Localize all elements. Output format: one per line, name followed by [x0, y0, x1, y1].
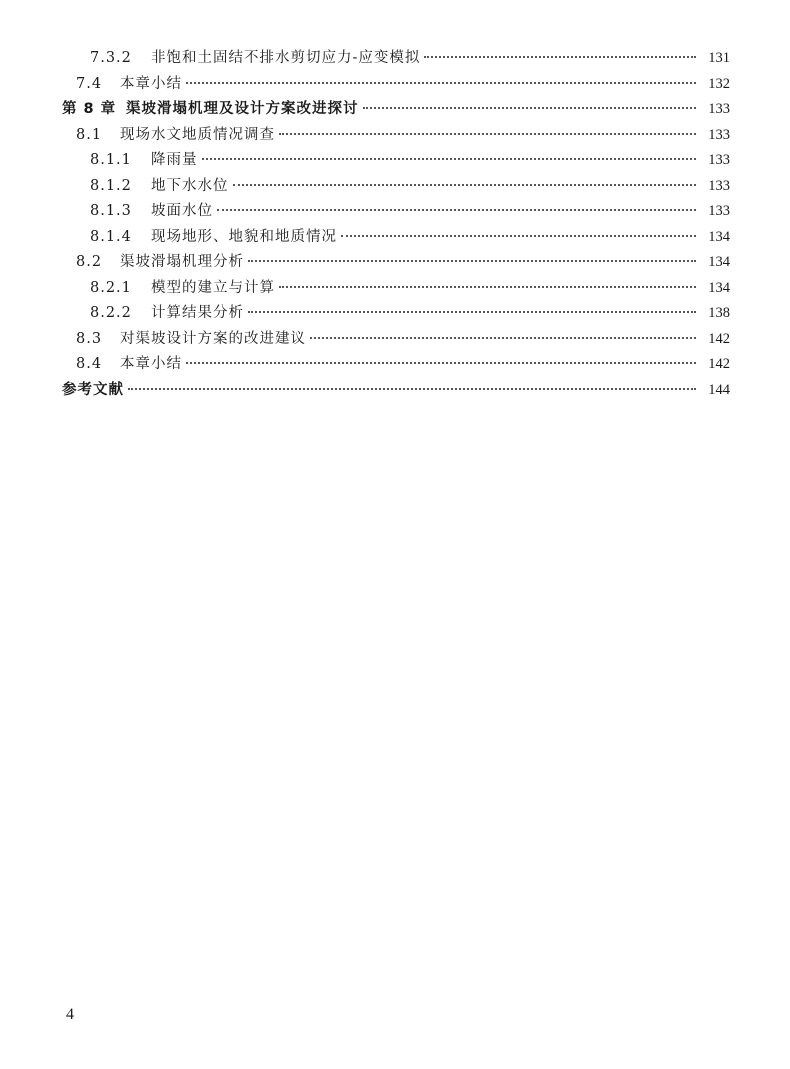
toc-entry-title: 非饱和土固结不排水剪切应力-应变模拟	[151, 50, 421, 66]
toc-entry-8-1[interactable]	[62, 123, 730, 149]
dot-leader	[341, 235, 696, 237]
toc-entry-title: 对渠坡设计方案的改进建议	[120, 330, 306, 347]
dot-leader	[248, 311, 696, 313]
toc-entry-number: 8.2.1	[90, 279, 132, 296]
toc-entry-page: 134	[708, 228, 730, 245]
toc-entry-page: 133	[708, 177, 730, 194]
toc-entry-title: 现场水文地质情况调查	[120, 126, 275, 143]
toc-entry-7-4[interactable]	[62, 72, 730, 98]
toc-entry-8-1-4[interactable]	[62, 225, 730, 251]
toc-entry-8-1-1[interactable]	[62, 148, 730, 174]
dot-leader	[186, 362, 696, 364]
toc-entry-number: 8.1.4	[90, 228, 132, 245]
toc-entry-title: 现场地形、地貌和地质情况	[151, 228, 337, 245]
dot-leader	[233, 184, 697, 186]
toc-entry-8-4[interactable]	[62, 352, 730, 378]
dot-leader	[279, 286, 696, 288]
toc-entry-number: 8.4	[76, 356, 103, 372]
toc-entry-number: 8.1.2	[90, 177, 132, 194]
toc-entry-page: 142	[708, 330, 730, 347]
toc-entry-8-2-2[interactable]	[62, 301, 730, 327]
toc-entry-number: 8.1.1	[90, 152, 132, 168]
toc-entry-number: 8.1	[76, 126, 103, 143]
toc-entry-number: 8.1.3	[90, 203, 132, 219]
page-number: 4	[66, 1006, 74, 1023]
toc-entry-page: 134	[708, 279, 730, 296]
toc-entry-title: 坡面水位	[151, 203, 213, 219]
toc-entry-page: 138	[708, 305, 730, 321]
toc-entry-8-2[interactable]	[62, 250, 730, 276]
toc-entry-page: 133	[708, 203, 730, 219]
toc-entry-title: 地下水水位	[151, 177, 229, 194]
toc-entry-number: 7.3.2	[90, 50, 132, 66]
toc-entry-title: 本章小结	[120, 356, 182, 372]
toc-entry-chapter-8[interactable]	[62, 97, 730, 123]
toc-entry-page: 133	[708, 101, 730, 117]
toc-entry-page: 133	[708, 126, 730, 143]
toc-entry-8-1-3[interactable]	[62, 199, 730, 225]
toc-entry-title: 渠坡滑塌机理分析	[120, 254, 244, 270]
dot-leader	[248, 260, 696, 262]
toc-entry-number: 7.4	[76, 75, 103, 92]
toc-entry-page: 131	[708, 50, 730, 66]
toc-entry-number: 第 8 章	[62, 101, 117, 117]
dot-leader	[186, 82, 696, 84]
dot-leader	[128, 388, 696, 390]
toc-entry-number: 8.2	[76, 254, 103, 270]
dot-leader	[424, 56, 696, 58]
toc-entry-page: 142	[708, 356, 730, 372]
toc-entry-8-3[interactable]	[62, 327, 730, 353]
dot-leader	[217, 209, 696, 211]
toc-entry-page: 133	[708, 152, 730, 168]
dot-leader	[363, 107, 697, 109]
toc-entry-title: 降雨量	[151, 152, 198, 168]
toc-entry-page: 134	[708, 254, 730, 270]
dot-leader	[279, 133, 696, 135]
toc-entry-title: 模型的建立与计算	[151, 279, 275, 296]
toc-entry-title: 渠坡滑塌机理及设计方案改进探讨	[126, 101, 359, 117]
toc-entry-references[interactable]	[62, 378, 730, 404]
dot-leader	[310, 337, 696, 339]
toc-entry-page: 132	[708, 75, 730, 92]
toc-entry-7-3-2[interactable]	[62, 46, 730, 72]
toc-entry-title: 本章小结	[120, 75, 182, 92]
toc-entry-8-1-2[interactable]	[62, 174, 730, 200]
toc-entry-number: 8.3	[76, 330, 103, 347]
table-of-contents	[62, 46, 730, 403]
toc-entry-title: 参考文献	[62, 381, 124, 398]
dot-leader	[202, 158, 697, 160]
toc-entry-number: 8.2.2	[90, 305, 132, 321]
toc-entry-page: 144	[708, 381, 730, 398]
toc-entry-title: 计算结果分析	[151, 305, 244, 321]
toc-entry-8-2-1[interactable]	[62, 276, 730, 302]
